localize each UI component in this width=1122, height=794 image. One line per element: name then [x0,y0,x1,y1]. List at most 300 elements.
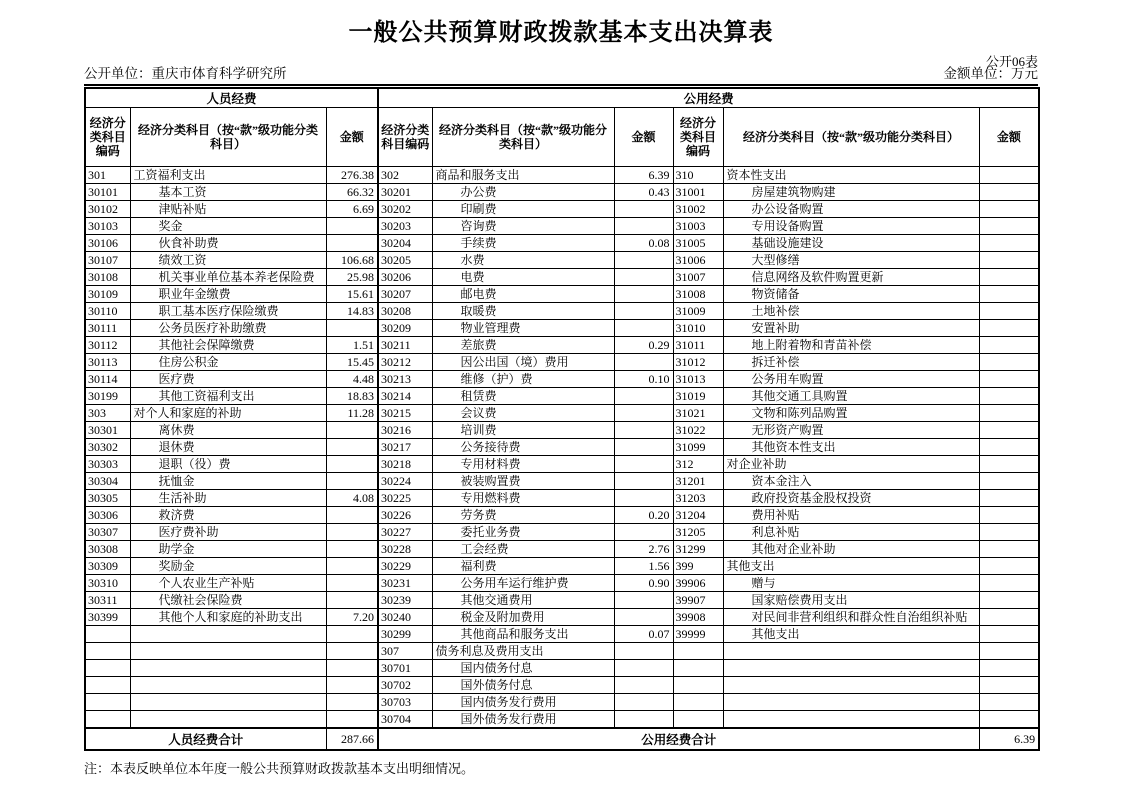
code-cell: 31011 [673,337,723,354]
amount-cell [979,439,1039,456]
publish-unit: 公开单位：重庆市体育科学研究所 [84,66,287,81]
subject-cell: 被装购置费 [432,473,614,490]
code-cell: 31010 [673,320,723,337]
code-cell: 30108 [85,269,130,286]
table-row [85,575,1039,592]
subject-cell: 福利费 [432,558,614,575]
amount-cell [614,677,673,694]
code-cell: 31203 [673,490,723,507]
code-cell: 31099 [673,439,723,456]
subject-cell: 对企业补助 [723,456,979,473]
code-cell: 30305 [85,490,130,507]
subject-cell: 其他支出 [723,626,979,643]
subject-cell: 文物和陈列品购置 [723,405,979,422]
amount-cell [614,286,673,303]
amount-cell [979,167,1039,184]
amount-cell [614,388,673,405]
code-cell: 30110 [85,303,130,320]
subject-cell: 住房公积金 [130,354,326,371]
amount-cell [979,558,1039,575]
amount-cell [979,269,1039,286]
code-cell: 302 [378,167,432,184]
subject-cell: 专用燃料费 [432,490,614,507]
personnel-total-label: 人员经费合计 [85,728,326,750]
amount-cell [326,643,378,660]
amount-cell: 0.08 [614,235,673,252]
amount-cell: 1.56 [614,558,673,575]
amount-cell [979,677,1039,694]
subject-cell: 国家赔偿费用支出 [723,592,979,609]
subject-cell: 债务利息及费用支出 [432,643,614,660]
amount-cell: 14.83 [326,303,378,320]
group-header-row [85,88,1039,108]
code-cell: 31299 [673,541,723,558]
code-cell: 301 [85,167,130,184]
amount-cell [326,473,378,490]
subject-cell: 土地补偿 [723,303,979,320]
table-row [85,660,1039,677]
table-row [85,371,1039,388]
table-row [85,609,1039,626]
col-header-subject-1: 经济分类科目（按“款”级功能分类科目） [130,108,326,167]
code-cell: 30114 [85,371,130,388]
code-cell: 30218 [378,456,432,473]
code-cell: 30206 [378,269,432,286]
amount-cell [614,218,673,235]
col-header-subject-3: 经济分类科目（按“款”级功能分类科目） [723,108,979,167]
amount-cell: 1.51 [326,337,378,354]
subject-cell: 信息网络及软件购置更新 [723,269,979,286]
subject-cell: 其他商品和服务支出 [432,626,614,643]
amount-cell [614,201,673,218]
subject-cell [130,626,326,643]
subject-cell: 其他支出 [723,558,979,575]
code-cell: 30111 [85,320,130,337]
code-cell: 30101 [85,184,130,201]
code-cell: 30299 [378,626,432,643]
amount-cell [614,660,673,677]
amount-cell [614,490,673,507]
code-cell: 31013 [673,371,723,388]
amount-cell [326,677,378,694]
amount-cell [614,711,673,729]
subject-cell: 其他交通费用 [432,592,614,609]
code-cell: 30106 [85,235,130,252]
subject-cell: 职业年金缴费 [130,286,326,303]
amount-cell [979,660,1039,677]
amount-cell [614,320,673,337]
amount-cell: 15.61 [326,286,378,303]
table-row [85,286,1039,303]
amount-cell [614,252,673,269]
code-cell: 30226 [378,507,432,524]
code-cell [673,711,723,729]
amount-cell [326,575,378,592]
code-cell: 39906 [673,575,723,592]
code-cell: 30201 [378,184,432,201]
table-body [85,167,1039,729]
amount-cell [614,439,673,456]
subject-cell: 因公出国（境）费用 [432,354,614,371]
amount-cell: 66.32 [326,184,378,201]
code-cell: 30311 [85,592,130,609]
amount-cell [979,507,1039,524]
code-cell [85,643,130,660]
subject-cell: 印刷费 [432,201,614,218]
table-row [85,252,1039,269]
amount-cell [326,507,378,524]
subject-cell: 助学金 [130,541,326,558]
amount-cell [326,711,378,729]
subject-cell: 商品和服务支出 [432,167,614,184]
amount-cell [614,405,673,422]
amount-cell [326,218,378,235]
subject-cell: 生活补助 [130,490,326,507]
content-area [84,51,1038,777]
amount-cell [326,626,378,643]
amount-cell: 106.68 [326,252,378,269]
amount-cell [614,422,673,439]
code-cell: 30301 [85,422,130,439]
col-header-amount-2: 金额 [614,108,673,167]
subject-cell: 其他社会保障缴费 [130,337,326,354]
code-cell: 30217 [378,439,432,456]
table-row [85,184,1039,201]
col-header-subject-2: 经济分类科目（按“款”级功能分类科目） [432,108,614,167]
subject-cell: 培训费 [432,422,614,439]
subject-cell: 基础设施建设 [723,235,979,252]
subject-cell: 委托业务费 [432,524,614,541]
code-cell: 30203 [378,218,432,235]
subject-cell: 咨询费 [432,218,614,235]
amount-cell [979,303,1039,320]
amount-cell [614,643,673,660]
amount-cell: 4.08 [326,490,378,507]
amount-cell [979,711,1039,729]
code-cell: 31022 [673,422,723,439]
amount-cell: 6.69 [326,201,378,218]
amount-cell [326,320,378,337]
subject-cell: 医疗费 [130,371,326,388]
table-row [85,592,1039,609]
code-cell: 30231 [378,575,432,592]
code-cell: 30240 [378,609,432,626]
subject-cell: 工会经费 [432,541,614,558]
amount-cell [326,456,378,473]
code-cell: 31204 [673,507,723,524]
subject-cell: 公务接待费 [432,439,614,456]
code-cell: 31201 [673,473,723,490]
amount-cell: 11.28 [326,405,378,422]
subject-cell [723,643,979,660]
code-cell [85,711,130,729]
table-row [85,626,1039,643]
budget-table [84,87,1040,751]
amount-cell [979,201,1039,218]
subject-cell: 其他资本性支出 [723,439,979,456]
subject-cell [130,694,326,711]
table-row [85,422,1039,439]
subject-cell: 地上附着物和青苗补偿 [723,337,979,354]
amount-cell [979,320,1039,337]
amount-cell [979,422,1039,439]
subject-cell: 差旅费 [432,337,614,354]
col-header-code-2: 经济分类科目编码 [378,108,432,167]
subject-cell [130,677,326,694]
code-cell: 31012 [673,354,723,371]
code-cell: 39907 [673,592,723,609]
subject-cell: 物资储备 [723,286,979,303]
amount-cell [979,337,1039,354]
subject-cell: 办公设备购置 [723,201,979,218]
subject-cell: 公务用车购置 [723,371,979,388]
subject-cell: 劳务费 [432,507,614,524]
code-cell: 399 [673,558,723,575]
code-cell: 31019 [673,388,723,405]
code-cell: 30202 [378,201,432,218]
subject-cell: 退职（役）费 [130,456,326,473]
table-row [85,201,1039,218]
table-row [85,218,1039,235]
code-cell [85,660,130,677]
amount-cell [326,592,378,609]
code-cell: 31007 [673,269,723,286]
code-cell: 30307 [85,524,130,541]
code-cell [673,660,723,677]
table-row [85,303,1039,320]
code-cell: 30213 [378,371,432,388]
subject-cell: 奖励金 [130,558,326,575]
amount-cell [326,524,378,541]
amount-cell: 0.43 [614,184,673,201]
amount-cell [326,422,378,439]
code-cell: 30308 [85,541,130,558]
column-header-row [85,108,1039,167]
amount-cell [614,473,673,490]
code-cell: 30103 [85,218,130,235]
amount-cell: 7.20 [326,609,378,626]
subject-cell: 专用设备购置 [723,218,979,235]
subject-cell: 津贴补贴 [130,201,326,218]
amount-cell [979,541,1039,558]
subject-cell: 无形资产购置 [723,422,979,439]
code-cell [85,677,130,694]
amount-cell [979,252,1039,269]
amount-cell [979,388,1039,405]
subject-cell: 对民间非营利组织和群众性自治组织补贴 [723,609,979,626]
subject-cell: 邮电费 [432,286,614,303]
subject-cell: 办公费 [432,184,614,201]
subject-cell: 税金及附加费用 [432,609,614,626]
code-cell: 30229 [378,558,432,575]
subject-cell: 房屋建筑物购建 [723,184,979,201]
subject-cell: 水费 [432,252,614,269]
table-row [85,524,1039,541]
group-header-personnel: 人员经费 [85,88,378,108]
code-cell: 30306 [85,507,130,524]
subject-cell: 离休费 [130,422,326,439]
subject-cell: 其他对企业补助 [723,541,979,558]
amount-cell: 276.38 [326,167,378,184]
amount-cell [979,286,1039,303]
subject-cell: 国内债务发行费用 [432,694,614,711]
code-cell: 30216 [378,422,432,439]
subject-cell: 公务员医疗补助缴费 [130,320,326,337]
table-row [85,558,1039,575]
code-cell: 30239 [378,592,432,609]
amount-cell [979,456,1039,473]
code-cell: 310 [673,167,723,184]
subject-cell: 维修（护）费 [432,371,614,388]
code-cell: 30113 [85,354,130,371]
table-row [85,354,1039,371]
amount-cell: 4.48 [326,371,378,388]
code-cell: 31002 [673,201,723,218]
table-row [85,711,1039,729]
code-cell [673,694,723,711]
subject-cell: 退休费 [130,439,326,456]
code-cell: 39999 [673,626,723,643]
code-cell: 30107 [85,252,130,269]
subject-cell: 政府投资基金股权投资 [723,490,979,507]
subject-cell: 安置补助 [723,320,979,337]
code-cell: 31009 [673,303,723,320]
amount-cell: 0.20 [614,507,673,524]
code-cell: 30303 [85,456,130,473]
code-cell: 303 [85,405,130,422]
subject-cell: 机关事业单位基本养老保险费 [130,269,326,286]
table-row [85,694,1039,711]
code-cell [85,694,130,711]
subject-cell: 赠与 [723,575,979,592]
amount-cell [979,609,1039,626]
code-cell: 30109 [85,286,130,303]
meta-row [84,66,1038,86]
code-cell: 30224 [378,473,432,490]
amount-cell [979,643,1039,660]
amount-cell [614,609,673,626]
table-row [85,269,1039,286]
code-cell: 31006 [673,252,723,269]
code-cell [673,677,723,694]
subject-cell: 国外债务发行费用 [432,711,614,729]
subject-cell: 其他工资福利支出 [130,388,326,405]
amount-cell: 0.90 [614,575,673,592]
code-cell: 30208 [378,303,432,320]
amount-cell [614,303,673,320]
amount-cell [326,439,378,456]
subject-cell [723,711,979,729]
code-cell: 30399 [85,609,130,626]
subject-cell: 租赁费 [432,388,614,405]
subject-cell [723,677,979,694]
code-cell: 30304 [85,473,130,490]
subject-cell: 奖金 [130,218,326,235]
subject-cell: 专用材料费 [432,456,614,473]
code-cell: 31003 [673,218,723,235]
amount-cell [979,575,1039,592]
subject-cell [130,711,326,729]
subject-cell: 电费 [432,269,614,286]
amount-cell [326,660,378,677]
subject-cell: 会议费 [432,405,614,422]
code-cell: 30205 [378,252,432,269]
amount-cell [979,218,1039,235]
amount-cell [979,371,1039,388]
code-cell: 30225 [378,490,432,507]
subject-cell: 其他交通工具购置 [723,388,979,405]
code-cell: 30701 [378,660,432,677]
subject-cell: 取暖费 [432,303,614,320]
code-cell: 30207 [378,286,432,303]
subject-cell: 拆迁补偿 [723,354,979,371]
table-row [85,677,1039,694]
amount-cell [614,694,673,711]
code-cell: 307 [378,643,432,660]
col-header-amount-1: 金额 [326,108,378,167]
amount-cell [979,490,1039,507]
subject-cell: 国内债务付息 [432,660,614,677]
col-header-code-3: 经济分类科目编码 [673,108,723,167]
code-cell: 39908 [673,609,723,626]
amount-cell [326,235,378,252]
group-header-public: 公用经费 [378,88,1039,108]
code-cell: 30112 [85,337,130,354]
table-row [85,456,1039,473]
code-cell: 30227 [378,524,432,541]
amount-cell: 2.76 [614,541,673,558]
subject-cell: 公务用车运行维护费 [432,575,614,592]
table-row [85,473,1039,490]
code-cell: 30702 [378,677,432,694]
subject-cell: 其他个人和家庭的补助支出 [130,609,326,626]
public-total-amount: 6.39 [979,728,1039,750]
table-row [85,439,1039,456]
table-row [85,388,1039,405]
amount-cell: 0.07 [614,626,673,643]
code-cell: 31001 [673,184,723,201]
table-row [85,405,1039,422]
subject-cell: 费用补贴 [723,507,979,524]
code-cell: 30309 [85,558,130,575]
subject-cell: 资本金注入 [723,473,979,490]
amount-cell [979,405,1039,422]
amount-cell [614,592,673,609]
amount-cell: 0.10 [614,371,673,388]
code-cell: 30211 [378,337,432,354]
subject-cell: 基本工资 [130,184,326,201]
personnel-total-amount: 287.66 [326,728,378,750]
amount-cell [979,184,1039,201]
col-header-amount-3: 金额 [979,108,1039,167]
table-row [85,167,1039,184]
subject-cell: 职工基本医疗保险缴费 [130,303,326,320]
subject-cell: 利息补贴 [723,524,979,541]
amount-cell [979,473,1039,490]
amount-cell: 25.98 [326,269,378,286]
code-cell: 30310 [85,575,130,592]
amount-cell: 0.29 [614,337,673,354]
subject-cell [723,694,979,711]
code-cell: 31205 [673,524,723,541]
subject-cell: 代缴社会保险费 [130,592,326,609]
table-row [85,643,1039,660]
amount-cell [614,456,673,473]
amount-cell [614,524,673,541]
amount-cell [979,626,1039,643]
amount-cell [326,541,378,558]
page-title: 一般公共预算财政拨款基本支出决算表 [348,19,774,46]
